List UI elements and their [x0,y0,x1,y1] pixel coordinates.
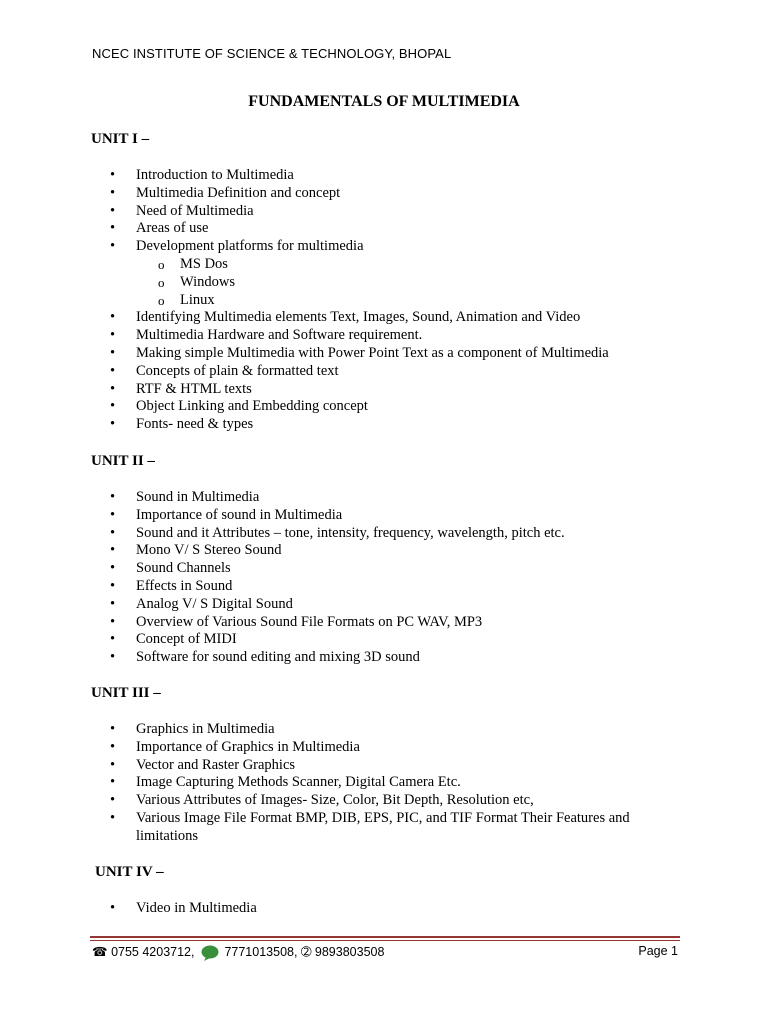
mobile-icon: ➁ [300,945,312,959]
list-item: • Various Attributes of Images- Size, Color, Bit Depth, Resolution etc, [108,792,668,810]
page-header: NCEC INSTITUTE OF SCIENCE & TECHNOLOGY, BHOPAL [92,46,452,61]
list-item: • Overview of Various Sound File Formats on PC WAV, MP3 [108,614,668,632]
list-item: • Identifying Multimedia elements Text, Images, Sound, Animation and Video [108,309,668,327]
sub-list-item: o MS Dos [108,256,668,274]
list-item: • Importance of Graphics in Multimedia [108,739,668,757]
sub-list-item: o Linux [108,292,668,310]
list-item: • Vector and Raster Graphics [108,757,668,775]
list-item: • Video in Multimedia [108,900,668,918]
phone-icon: ☎ [92,945,108,959]
unit-4-heading: UNIT IV – [95,864,164,880]
list-item: • Importance of sound in Multimedia [108,507,668,525]
list-item: • Mono V/ S Stereo Sound [108,542,668,560]
list-item: • Need of Multimedia [108,203,668,221]
page-footer [92,944,680,964]
unit-3-heading: UNIT III – [91,685,161,701]
sub-list-item: o Windows [108,274,668,292]
list-item: • RTF & HTML texts [108,381,668,399]
unit-2-list [108,489,668,667]
list-item: • Effects in Sound [108,578,668,596]
list-item: • Sound and it Attributes – tone, intensity, frequency, wavelength, pitch etc. [108,525,668,543]
list-item: • Graphics in Multimedia [108,721,668,739]
list-item: • Development platforms for multimedia [108,238,668,256]
list-item: • Concepts of plain & formatted text [108,363,668,381]
unit-3-list [108,721,668,846]
footer-mobile-1: 7771013508, [224,945,298,959]
list-item: • Areas of use [108,220,668,238]
footer-phone: 0755 4203712, [111,945,195,959]
unit-1-heading: UNIT I – [91,131,150,147]
footer-rule-thin [90,940,680,941]
list-item: • Sound Channels [108,560,668,578]
list-item: • Analog V/ S Digital Sound [108,596,668,614]
list-item: • Various Image File Format BMP, DIB, EPS, PIC, and TIF Format Their Features and limitations [108,810,668,846]
footer-contacts [92,944,384,961]
list-item: • Fonts- need & types [108,416,668,434]
list-item: • Concept of MIDI [108,631,668,649]
list-item: • Multimedia Hardware and Software requirement. [108,327,668,345]
footer-mobile-2: 9893803508 [314,945,385,959]
list-item: • Making simple Multimedia with Power Point Text as a component of Multimedia [108,345,668,363]
list-item: • Sound in Multimedia [108,489,668,507]
footer-rule-thick [90,936,680,938]
document-title: FUNDAMENTALS OF MULTIMEDIA [248,93,520,110]
unit-2-heading: UNIT II – [91,453,155,469]
list-item: • Object Linking and Embedding concept [108,398,668,416]
page-number: Page 1 [638,944,678,958]
chat-bubble-icon [201,945,219,961]
list-item: • Introduction to Multimedia [108,167,668,185]
list-item: • Software for sound editing and mixing 3D sound [108,649,668,667]
list-item: • Image Capturing Methods Scanner, Digital Camera Etc. [108,774,668,792]
unit-1-list [108,167,668,434]
unit-4-list [108,900,668,918]
list-item: • Multimedia Definition and concept [108,185,668,203]
